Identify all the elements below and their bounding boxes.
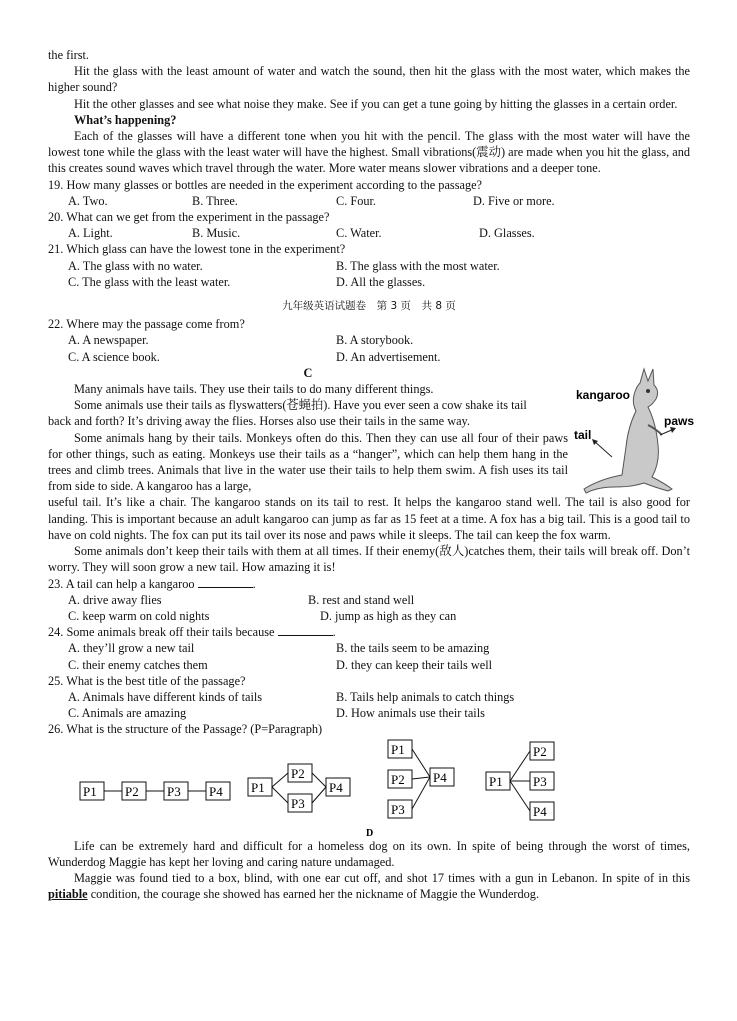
question-stem: 22. Where may the passage come from? [48, 317, 245, 332]
option[interactable]: B. The glass with the most water. [336, 258, 500, 273]
p3-label: P3 [391, 801, 405, 817]
connector [412, 777, 430, 809]
option[interactable]: A. drive away flies [68, 592, 162, 607]
option[interactable]: C. The glass with the least water. [68, 274, 231, 289]
passage-paragraph [48, 870, 690, 902]
kangaroo-eye [646, 389, 650, 393]
p3-label: P3 [291, 795, 305, 811]
answer-options [48, 608, 690, 624]
answer-options [48, 332, 690, 348]
answer-options [48, 258, 690, 274]
answer-blank[interactable] [278, 624, 333, 636]
p1-label: P1 [251, 779, 265, 795]
section-c-text-narrow [48, 365, 568, 495]
question-stem: 20. What can we get from the experiment in the passage? [48, 210, 330, 225]
p1-label: P1 [83, 783, 97, 799]
connector [272, 773, 288, 787]
passage-paragraph: Life can be extremely hard and difficult for a homeless dog on its own. In spite of being through the worst of times, Wunderdog Maggie has kept her loving and caring nature undamaged. [48, 838, 690, 869]
p4-label: P4 [433, 769, 447, 785]
answer-options [48, 657, 690, 673]
passage-text: useful tail. It’s like a chair. The kangaroo stands on its tail to rest. It helps the kangaroo stand well. The tail is also good for landing. This is important because an adult kangaroo can jump as far as 15 feet at a time. A fox has a big tail. This is a good tail to have on cold nights. The fox can put its tail over its nose and paws while it sleeps. The tail can keep the fox warm. [48, 495, 690, 542]
section-c [48, 365, 694, 576]
connector [510, 781, 530, 811]
passage-text: back and forth? It’s driving away the flies. Horses also use their tails in the same way. [48, 414, 470, 429]
p4-label: P4 [533, 803, 547, 819]
exam-page [48, 47, 694, 902]
connector [312, 787, 326, 803]
p1-label: P1 [391, 741, 405, 757]
option[interactable]: B. Three. [192, 193, 238, 208]
question-stem: 21. Which glass can have the lowest tone in the experiment? [48, 242, 346, 257]
passage-paragraph: Many animals have tails. They use their tails to do many different things. [74, 382, 434, 397]
p2-label: P2 [533, 743, 547, 759]
question-stem: 19. How many glasses or bottles are needed in the experiment according to the passage? [48, 177, 483, 192]
passage-paragraph: Some animals don’t keep their tails with them at all times. If their enemy(敌人)catches them, their tails will break off. Don’t worry. They will soon grow a new tail. How amazing it is! [48, 544, 690, 575]
option[interactable]: B. Music. [192, 226, 241, 241]
tail-label: tail [574, 427, 592, 442]
diagram-option-b[interactable] [248, 764, 350, 812]
option[interactable]: B. Tails help animals to catch things [336, 689, 515, 704]
question-text: 23. A tail can help a kangaroo [48, 576, 195, 591]
p3-label: P3 [167, 783, 181, 799]
p2-label: P2 [291, 765, 305, 781]
passage-text: condition, the courage she showed has earned her the nickname of Maggie the Wunderdog. [90, 887, 540, 902]
passage-paragraph: Hit the glass with the least amount of water and watch the sound, then hit the glass with the most water, which makes the higher sound? [48, 64, 690, 95]
section-letter: C [303, 365, 313, 380]
p2-label: P2 [391, 771, 405, 787]
answer-options [48, 225, 690, 241]
option[interactable]: B. the tails seem to be amazing [336, 641, 490, 656]
passage-paragraph: Hit the other glasses and see what noise they make. See if you can get a tune going by hitting the glasses in a certain order. [74, 96, 678, 111]
connector [272, 787, 288, 803]
page-footer: 九年级英语试题卷 第 3 页 共 8 页 [282, 300, 456, 313]
answer-options [48, 349, 690, 365]
answer-options [48, 193, 690, 209]
option[interactable]: D. All the glasses. [336, 274, 426, 289]
diagram-option-d[interactable] [486, 742, 554, 820]
option[interactable]: A. they’ll grow a new tail [68, 641, 195, 656]
option[interactable]: D. Five or more. [473, 193, 555, 208]
option[interactable]: C. keep warm on cold nights [68, 608, 210, 623]
diagram-option-c[interactable] [388, 740, 454, 818]
kangaroo-label: kangaroo [576, 387, 631, 402]
structure-diagrams [48, 738, 690, 838]
p2-label: P2 [125, 783, 139, 799]
question-stem [48, 576, 690, 592]
option[interactable]: C. Water. [336, 226, 382, 241]
p1-label: P1 [489, 773, 503, 789]
question-end: . [252, 576, 256, 591]
paws-label: paws [664, 413, 694, 428]
option[interactable]: B. rest and stand well [308, 592, 415, 607]
p3-label: P3 [533, 773, 547, 789]
option[interactable]: D. How animals use their tails [336, 706, 485, 721]
option[interactable]: D. jump as high as they can [320, 608, 457, 623]
structure-diagrams-svg [48, 738, 690, 838]
passage-paragraph: Some animals use their tails as flyswatters(苍蝇拍). Have you ever seen a cow shake its tail [74, 398, 527, 413]
answer-blank[interactable] [198, 576, 253, 588]
option[interactable]: D. An advertisement. [336, 349, 441, 364]
option[interactable]: C. Animals are amazing [68, 706, 187, 721]
connector [412, 749, 430, 777]
question-end: . [332, 625, 336, 640]
answer-options [48, 592, 690, 608]
option[interactable]: A. Light. [68, 226, 113, 241]
answer-options [48, 705, 690, 721]
option[interactable]: A. Two. [68, 193, 108, 208]
diagram-option-a[interactable] [80, 782, 230, 800]
option[interactable]: A. A newspaper. [68, 333, 149, 348]
passage-paragraph: Each of the glasses will have a different tone when you hit with the pencil. The glass with the most water will have the lowest tone while the glass with the least water will have the highest. Small vibrations(震动) are made when you hit the glass, and this creates sound waves which travel through the water. More water means slower vibrations and a deeper tone. [48, 129, 690, 176]
option[interactable]: A. Animals have different kinds of tails [68, 689, 263, 704]
answer-options [48, 274, 690, 290]
option[interactable]: B. A storybook. [336, 333, 414, 348]
option[interactable]: A. The glass with no water. [68, 258, 203, 273]
option[interactable]: C. their enemy catches them [68, 657, 208, 672]
option[interactable]: D. they can keep their tails well [336, 657, 493, 672]
section-heading: What’s happening? [74, 112, 177, 127]
option[interactable]: C. A science book. [68, 349, 160, 364]
key-word: pitiable [48, 887, 88, 902]
passage-paragraph: Some animals hang by their tails. Monkeys often do this. Then they can use all four of their paws for other things, such as eating. Monkeys use their tails as a “hanger”, which can help them hang in the trees and climb trees. Animals that live in the water use their tails to help them swim. A fish uses its tail from side to side. A kangaroo has a large, [48, 430, 568, 494]
question-text: 24. Some animals break off their tails because [48, 625, 275, 640]
answer-options [48, 640, 690, 656]
connector [510, 751, 530, 781]
p4-label: P4 [209, 783, 223, 799]
section-d-letter: D [366, 827, 374, 838]
question-stem: 26. What is the structure of the Passage? (P=Paragraph) [48, 722, 323, 737]
connector [312, 773, 326, 787]
passage-text: Maggie was found tied to a box, blind, with one ear cut off, and shot 17 times with a gun in Lebanon. In spite of in this [74, 870, 690, 885]
kangaroo-illustration [574, 365, 694, 505]
question-stem: 25. What is the best title of the passage? [48, 673, 246, 688]
answer-options [48, 689, 690, 705]
passage-text: the first. [48, 48, 89, 62]
question-stem [48, 624, 690, 640]
tail-arrow [594, 441, 612, 457]
connector [412, 777, 430, 779]
p4-label: P4 [329, 779, 343, 795]
option[interactable]: D. Glasses. [479, 226, 535, 241]
option[interactable]: C. Four. [336, 193, 376, 208]
